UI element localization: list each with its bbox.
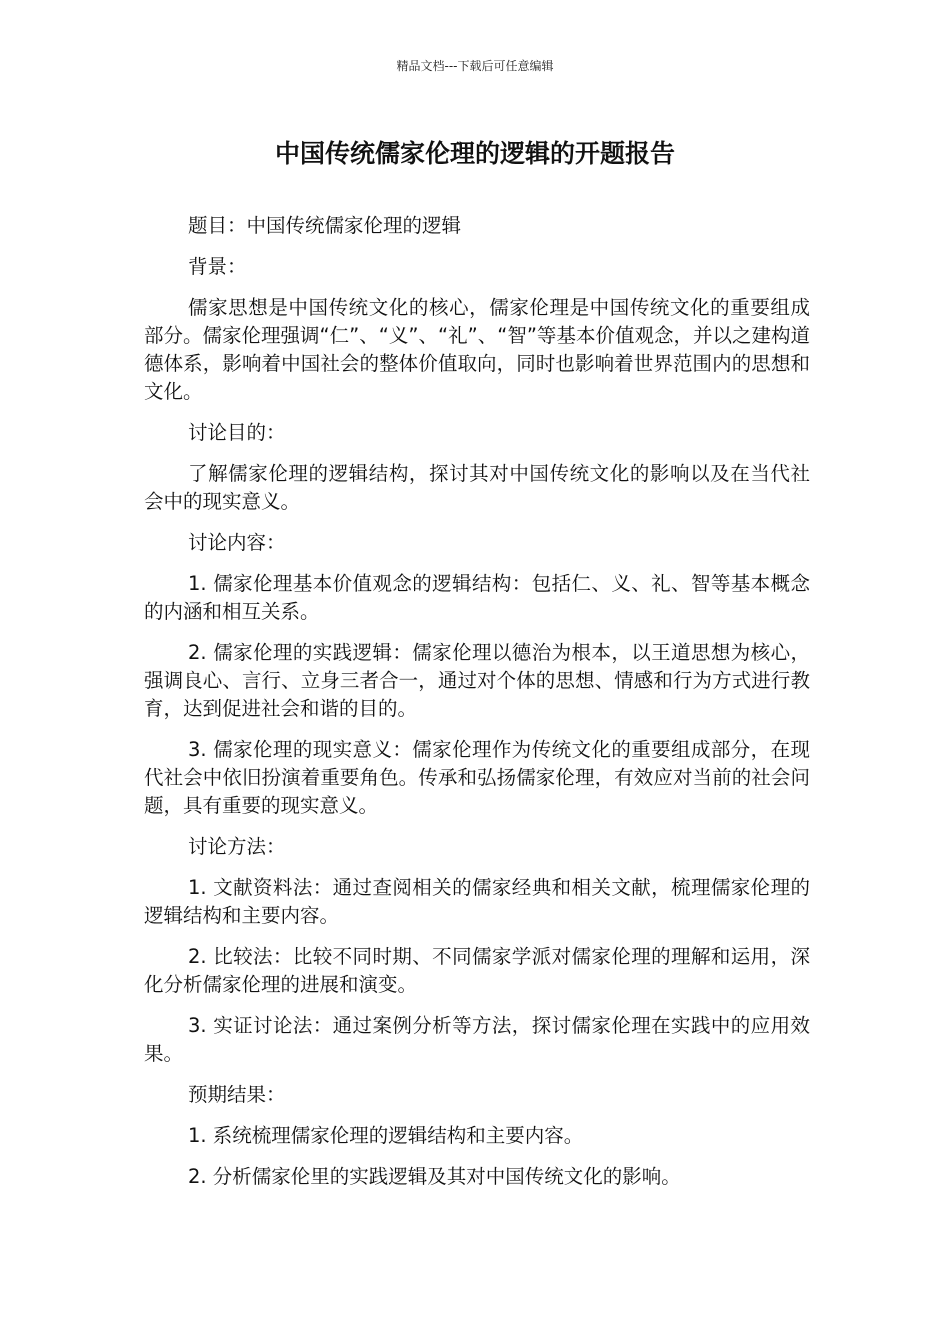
background-heading: 背景： (188, 255, 247, 278)
document-title: 中国传统儒家伦理的逻辑的开题报告 (274, 139, 675, 168)
content-item-1: 1. 儒家伦理基本价值观念的逻辑结构：包括仁、义、礼、智等基本概念的内涵和相互关系。 (144, 572, 810, 623)
content-item-2: 2. 儒家伦理的实践逻辑：儒家伦理以德治为根本，以王道思想为核心，强调良心、言行、立身三者合一，通过对个体的思想、情感和行为方式进行教育，达到促进社会和谐的目的。 (144, 641, 810, 720)
result-item-2: 2. 分析儒家伦里的实践逻辑及其对中国传统文化的影响。 (188, 1165, 681, 1188)
purpose-heading: 讨论目的： (188, 421, 286, 444)
content-item-3: 3. 儒家伦理的现实意义：儒家伦理作为传统文化的重要组成部分，在现代社会中依旧扮演着重要角色。传承和弘扬儒家伦理，有效应对当前的社会问题，具有重要的现实意义。 (144, 738, 810, 817)
method-item-2: 2. 比较法：比较不同时期、不同儒家学派对儒家伦理的理解和运用，深化分析儒家伦理的进展和演变。 (144, 945, 810, 996)
results-heading: 预期结果： (188, 1083, 286, 1106)
method-item-3: 3. 实证讨论法：通过案例分析等方法，探讨儒家伦理在实践中的应用效果。 (144, 1014, 810, 1065)
content-heading: 讨论内容： (188, 531, 286, 554)
header-note: 精品文档---下载后可任意编辑 (396, 59, 554, 73)
method-item-1: 1. 文献资料法：通过查阅相关的儒家经典和相关文献，梳理儒家伦理的逻辑结构和主要内容。 (144, 876, 810, 927)
purpose-paragraph: 了解儒家伦理的逻辑结构，探讨其对中国传统文化的影响以及在当代社会中的现实意义。 (144, 462, 810, 513)
method-heading: 讨论方法： (188, 835, 286, 858)
background-paragraph: 儒家思想是中国传统文化的核心，儒家伦理是中国传统文化的重要组成部分。儒家伦理强调“仁”、“义”、“礼”、“智”等基本价值观念，并以之建构道德体系，影响着中国社会的整体价值取向，同时也影响着世界范围内的思想和文化。 (144, 296, 810, 403)
document-body (144, 212, 810, 1204)
result-item-1: 1. 系统梳理儒家伦理的逻辑结构和主要内容。 (188, 1124, 584, 1147)
topic-line: 题目：中国传统儒家伦理的逻辑 (188, 214, 462, 237)
